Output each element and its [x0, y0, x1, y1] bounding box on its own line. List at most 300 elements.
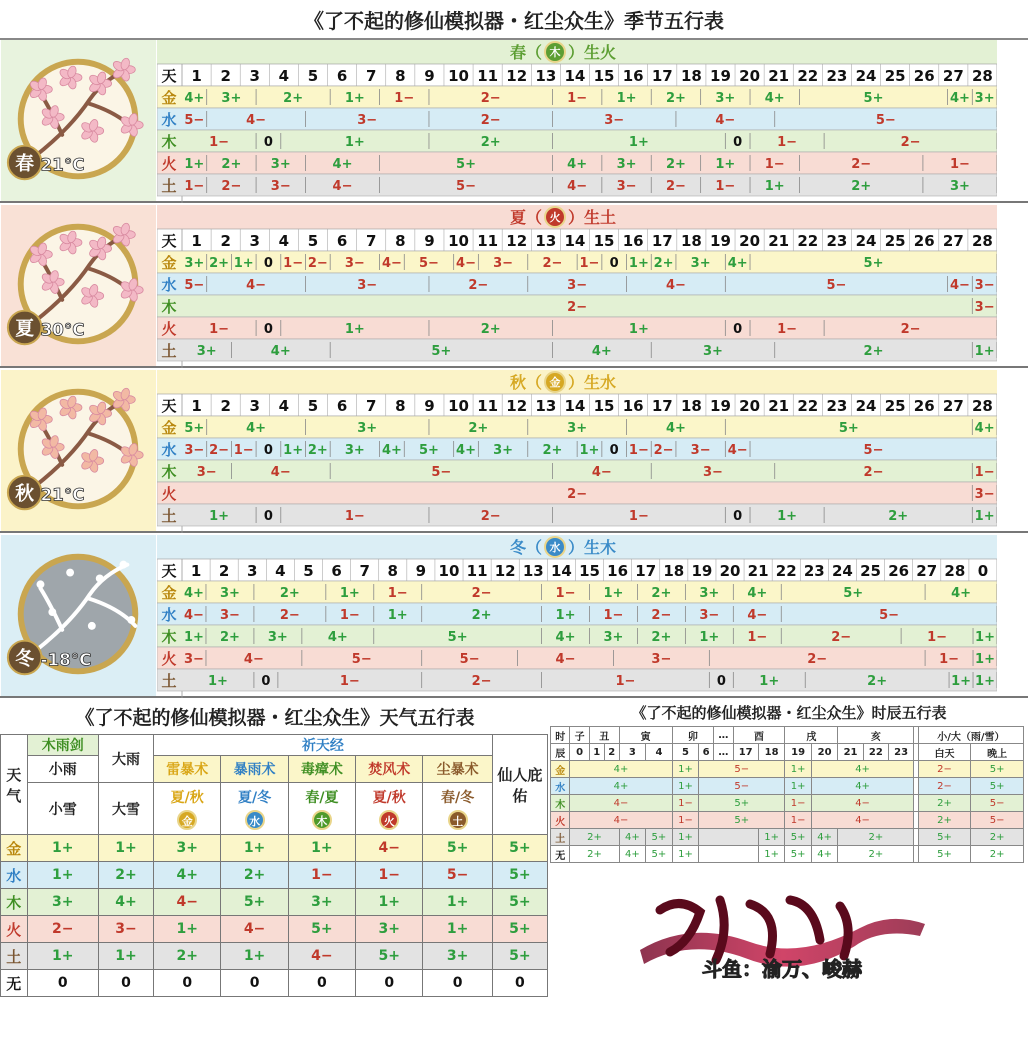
element-value-cell: 1+	[184, 157, 205, 172]
season-header	[510, 207, 616, 227]
element-value-cell: 4−	[243, 652, 264, 667]
hour-header: 20	[811, 744, 838, 761]
weather-value-cell: 1+	[221, 943, 288, 970]
weather-value-cell: 5+	[356, 943, 423, 970]
element-row-label: 金	[161, 419, 177, 437]
element-value-cell: 2−	[651, 608, 672, 623]
element-value-cell: 2+	[307, 443, 328, 458]
element-row-label: 木	[161, 463, 177, 481]
day-header-cell: 20	[739, 397, 761, 415]
element-value-cell: 4+	[591, 344, 612, 359]
element-value-cell: 3−	[184, 652, 204, 667]
spell-season-cell	[154, 783, 221, 835]
day-header-cell: 28	[944, 562, 966, 580]
weather-title: 《了不起的修仙模拟器・红尘众生》天气五行表	[75, 706, 475, 729]
day-header-cell: 3	[249, 232, 260, 250]
element-value-cell: 4+	[567, 157, 588, 172]
element-value-cell: 2−	[480, 113, 501, 128]
element-badge-label: 木	[549, 46, 561, 59]
season-temperature: 30°C	[40, 319, 85, 340]
element-value-cell: 1−	[603, 608, 624, 623]
time-value-cell: 2+	[838, 829, 914, 846]
element-value-cell: 1+	[283, 443, 304, 458]
element-value-cell: 3+	[357, 421, 378, 436]
element-value-cell: 4−	[184, 608, 204, 623]
day-value-cell: 2−	[918, 761, 971, 778]
element-row-label: 土	[161, 507, 177, 525]
season-margin	[997, 535, 1028, 696]
element-row-label: 火	[161, 155, 177, 173]
day-header-label: 天	[161, 562, 177, 580]
element-value-cell: 1−	[777, 135, 798, 150]
sword-header: 木雨剑	[27, 735, 98, 756]
season-margin	[997, 40, 1028, 201]
element-value-cell: 3−	[703, 465, 723, 480]
day-header-cell: 26	[888, 562, 910, 580]
element-row-label: 无	[1, 970, 28, 997]
day-header-label: 天	[161, 397, 177, 415]
element-value-cell: 1−	[949, 157, 970, 172]
element-row-label: 土	[161, 342, 177, 360]
day-header-cell: 5	[307, 232, 319, 250]
element-value-cell: 0	[263, 322, 273, 337]
season-margin	[997, 205, 1028, 366]
day-header-cell: 7	[365, 67, 377, 85]
season-picture	[0, 205, 157, 366]
time-value-cell: 4+	[619, 829, 646, 846]
weather-value-cell: 0	[98, 970, 153, 997]
element-value-cell: 1+	[759, 674, 780, 689]
hour-header: 3	[619, 744, 646, 761]
element-value-cell: 4−	[747, 608, 768, 623]
element-row-label: 火	[161, 485, 177, 503]
element-value-cell: 3−	[567, 278, 588, 293]
element-row-label: 金	[1, 835, 28, 862]
weather-value-cell: 2+	[221, 862, 288, 889]
weather-value-cell: 0	[221, 970, 288, 997]
element-value-cell: 4−	[246, 113, 267, 128]
season-header	[510, 537, 616, 557]
weather-value-cell: 4+	[98, 889, 153, 916]
time-value-cell: 1+	[758, 846, 785, 863]
element-value-cell: 3−	[690, 443, 711, 458]
element-value-cell: 1−	[777, 322, 798, 337]
day-header-cell: 9	[424, 397, 435, 415]
day-header-cell: 25	[860, 562, 881, 580]
element-value-cell: 0	[263, 509, 273, 524]
season-header-suffix: ）生土	[568, 208, 617, 227]
element-value-cell: 2+	[221, 157, 242, 172]
time-value-cell: 4+	[570, 778, 672, 795]
element-value-cell: 1−	[715, 179, 736, 194]
season-header-suffix: ）生火	[568, 43, 617, 62]
element-value-cell: 1−	[579, 256, 600, 271]
element-value-cell: 1−	[339, 608, 360, 623]
element-value-cell: 5+	[431, 344, 452, 359]
element-value-cell: 1−	[344, 509, 365, 524]
weather-value-cell: 1+	[27, 862, 98, 889]
element-value-cell: 2−	[653, 443, 674, 458]
element-value-cell: 3−	[974, 278, 995, 293]
season-header-prefix: 秋（	[509, 373, 542, 392]
element-badge-icon: 木	[312, 810, 332, 830]
element-row-label: 水	[161, 606, 177, 624]
day-header-cell: 26	[913, 67, 935, 85]
element-value-cell: 2+	[651, 630, 672, 645]
element-badge-icon: 火	[379, 810, 399, 830]
day-header-cell: 24	[831, 562, 853, 580]
day-header-cell: 22	[775, 562, 797, 580]
branch-header: 酉	[733, 727, 785, 744]
time-value-cell: 1+	[672, 846, 699, 863]
day-header-cell: 13	[522, 562, 544, 580]
element-value-cell: 0	[263, 135, 273, 150]
element-value-cell: 1+	[715, 157, 736, 172]
element-value-cell: 1−	[974, 465, 995, 480]
element-row-label: 土	[551, 829, 570, 846]
element-value-cell: 2−	[900, 135, 921, 150]
element-value-cell: 1+	[628, 256, 649, 271]
season-header-prefix: 冬（	[509, 538, 542, 557]
element-value-cell: 1+	[339, 586, 360, 601]
time-value-cell: 4−	[570, 812, 672, 829]
element-value-cell: 1+	[555, 608, 576, 623]
time-value-cell: 2+	[838, 846, 914, 863]
element-value-cell: 5+	[863, 91, 884, 106]
branch-header: 戌	[785, 727, 838, 744]
day-header-label: 天	[161, 232, 177, 250]
spell-name: 焚风术	[356, 756, 423, 783]
weather-value-cell: 4+	[154, 862, 221, 889]
element-row-label: 火	[1, 916, 28, 943]
day-header-cell: 12	[506, 232, 528, 250]
element-row-label: 木	[161, 133, 177, 151]
season-autumn-panel	[0, 370, 1028, 533]
element-value-cell: 1−	[927, 630, 948, 645]
heavy-rain-header: 大雨	[98, 735, 153, 783]
time-value-cell: 1−	[785, 812, 812, 829]
time-value-cell: 1+	[785, 778, 812, 795]
weather-value-cell: 3+	[288, 889, 355, 916]
element-value-cell: 1+	[344, 135, 365, 150]
day-header-cell: 21	[768, 67, 790, 85]
weather-value-cell: 0	[423, 970, 492, 997]
day-header-cell: 26	[913, 397, 935, 415]
spell-seasons: 夏/秋	[170, 790, 204, 806]
element-value-cell: 5−	[184, 278, 205, 293]
element-value-cell: 4+	[974, 421, 995, 436]
day-header-cell: 6	[336, 232, 348, 250]
season-header-suffix: ）生水	[568, 373, 617, 392]
season-header	[510, 372, 616, 392]
element-row-label: 金	[161, 584, 177, 602]
element-value-cell: 4−	[949, 278, 970, 293]
element-row-label: 水	[551, 778, 570, 795]
element-badge-icon: 土	[448, 810, 468, 830]
time-value-cell	[699, 846, 759, 863]
branch-header: 子	[570, 727, 589, 744]
day-value-cell: 2+	[918, 795, 971, 812]
hour-header: 17	[733, 744, 758, 761]
day-header-cell: 4	[278, 397, 290, 415]
element-value-cell: 2−	[480, 509, 501, 524]
element-value-cell: 2−	[209, 443, 230, 458]
element-value-cell: 2+	[209, 256, 230, 271]
element-value-cell: 5+	[184, 421, 205, 436]
day-header-cell: 17	[651, 397, 673, 415]
weather-value-cell: 3+	[423, 943, 492, 970]
element-value-cell: 5−	[456, 179, 476, 194]
day-value-cell: 2+	[918, 812, 971, 829]
element-value-cell: 3−	[651, 652, 672, 667]
element-value-cell: 4+	[184, 91, 205, 106]
day-header-cell: 18	[663, 562, 685, 580]
spell-name: 雷暴术	[154, 756, 221, 783]
day-header-cell: 7	[365, 232, 377, 250]
element-value-cell: 2−	[471, 674, 492, 689]
season-temperature: 21°C	[40, 484, 85, 505]
day-header-cell: 20	[719, 562, 741, 580]
element-value-cell: 4−	[555, 652, 576, 667]
season-picture	[0, 370, 157, 531]
element-value-cell: 5+	[863, 256, 884, 271]
weather-value-cell: 1+	[423, 889, 492, 916]
element-value-cell: 2+	[851, 179, 872, 194]
element-value-cell: 1+	[974, 509, 995, 524]
element-value-cell: 0	[716, 674, 726, 689]
day-header-cell: 23	[826, 232, 848, 250]
element-value-cell: 4−	[456, 256, 476, 271]
element-value-cell: 2+	[480, 135, 501, 150]
day-header-cell: 22	[797, 232, 819, 250]
element-value-cell: 4+	[246, 421, 267, 436]
season-header-prefix: 夏（	[509, 208, 542, 227]
element-value-cell: 5−	[431, 465, 452, 480]
spell-seasons: 春/夏	[305, 790, 339, 806]
scripture-header: 祈天经	[154, 735, 493, 756]
element-value-cell: 0	[609, 443, 619, 458]
element-row-label: 火	[161, 650, 177, 668]
day-header-cell: 15	[593, 232, 615, 250]
element-row-label: 土	[161, 177, 177, 195]
hour-header: 19	[785, 744, 812, 761]
element-value-cell: 0	[733, 322, 743, 337]
branch-header: 亥	[838, 727, 914, 744]
day-header-cell: 16	[607, 562, 629, 580]
element-value-cell: 3+	[221, 91, 242, 106]
element-value-cell: 0	[263, 256, 273, 271]
element-value-cell: 4−	[665, 278, 686, 293]
hour-header: 23	[888, 744, 913, 761]
hour-header: 0	[570, 744, 589, 761]
day-header-cell: 11	[477, 67, 499, 85]
spell-season-cell	[288, 783, 355, 835]
day-header-cell: 4	[275, 562, 286, 580]
element-badge-label: 火	[549, 211, 561, 224]
element-value-cell: 2−	[468, 278, 489, 293]
hour-header: 1	[589, 744, 604, 761]
element-value-cell: 5+	[418, 443, 439, 458]
element-value-cell: 4+	[555, 630, 576, 645]
element-value-cell: 2+	[653, 256, 674, 271]
hour-header: 6	[699, 744, 714, 761]
day-header-cell: 1	[191, 232, 202, 250]
season-temperature: 21°C	[40, 154, 85, 175]
day-header-cell: 21	[768, 397, 790, 415]
element-value-cell: 2+	[867, 674, 888, 689]
element-value-cell: 1+	[209, 509, 230, 524]
time-value-cell: 1+	[758, 829, 785, 846]
element-badge-icon: 金	[177, 810, 197, 830]
element-value-cell: 4−	[246, 278, 267, 293]
season-spring-panel	[0, 40, 1028, 203]
night-value-cell: 5+	[971, 778, 1024, 795]
time-value-cell: 4+	[811, 829, 838, 846]
element-value-cell: 5−	[863, 443, 884, 458]
element-value-cell: 1+	[975, 674, 995, 689]
element-value-cell: 2+	[283, 91, 304, 106]
day-header-cell: 19	[710, 67, 731, 85]
logo-subtitle: 斗鱼：渝万、峻赫	[702, 957, 862, 981]
day-header: 白天	[918, 744, 971, 761]
element-value-cell: 4+	[184, 586, 204, 601]
weather-value-cell: 4−	[154, 889, 221, 916]
day-header-cell: 13	[535, 67, 557, 85]
blessing-header: 仙人庇佑	[492, 735, 547, 835]
element-value-cell: 1+	[628, 322, 649, 337]
element-value-cell: 2+	[471, 608, 492, 623]
element-row-label: 水	[161, 276, 177, 294]
day-header-cell: 8	[395, 397, 406, 415]
day-header-cell: 0	[977, 562, 989, 580]
day-header-cell: 2	[218, 562, 230, 580]
element-value-cell: 1+	[603, 586, 624, 601]
weather-value-cell: 0	[27, 970, 98, 997]
day-header-cell: 10	[448, 67, 469, 85]
element-value-cell: 4−	[727, 443, 748, 458]
weather-value-cell: 5+	[492, 889, 547, 916]
time-value-cell: 4−	[811, 812, 913, 829]
time-value-cell: 4−	[570, 795, 672, 812]
element-value-cell: 0	[263, 443, 273, 458]
season-name: 冬	[15, 647, 35, 670]
element-value-cell: 3−	[270, 179, 291, 194]
element-value-cell: 3−	[184, 443, 205, 458]
day-header-cell: 8	[395, 67, 406, 85]
element-row-label: 木	[161, 298, 177, 316]
element-value-cell: 5+	[838, 421, 859, 436]
time-value-cell: 1−	[785, 795, 812, 812]
element-value-cell: 2−	[567, 300, 588, 315]
season-grid	[157, 40, 997, 203]
element-value-cell: 0	[733, 509, 743, 524]
day-header-cell: 24	[855, 67, 877, 85]
weather-value-cell: 5+	[492, 943, 547, 970]
element-value-cell: 1+	[344, 91, 365, 106]
season-name: 秋	[15, 482, 35, 505]
weather-value-cell: 1+	[423, 916, 492, 943]
day-value-cell: 2−	[918, 778, 971, 795]
element-value-cell: 3−	[974, 300, 995, 315]
day-header-cell: 5	[307, 67, 319, 85]
weather-value-cell: 2+	[98, 862, 153, 889]
day-header-cell: 9	[415, 562, 427, 580]
element-value-cell: 5+	[447, 630, 468, 645]
day-header-cell: 27	[942, 67, 964, 85]
element-value-cell: 3−	[344, 256, 365, 271]
element-value-cell: 2−	[863, 465, 884, 480]
element-value-cell: 1+	[616, 91, 637, 106]
day-header-cell: 20	[739, 67, 761, 85]
element-value-cell: 2+	[279, 586, 300, 601]
weather-value-cell: 1−	[356, 862, 423, 889]
time-table	[550, 726, 1024, 863]
hour-header: 18	[758, 744, 785, 761]
element-value-cell: 3+	[616, 157, 637, 172]
weather-value-cell: 1−	[288, 862, 355, 889]
element-value-cell: 5−	[826, 278, 847, 293]
light-rain-header: 小雨	[27, 756, 98, 783]
element-value-cell: 2−	[471, 586, 492, 601]
weather-value-cell: 3+	[356, 916, 423, 943]
element-row-label: 水	[161, 441, 177, 459]
spell-name: 毒瘴术	[288, 756, 355, 783]
season-summer-panel	[0, 205, 1028, 368]
element-value-cell: 1−	[233, 443, 254, 458]
element-value-cell: 4−	[567, 179, 588, 194]
weather-table	[0, 734, 548, 997]
spell-season-cell	[423, 783, 492, 835]
day-header-cell: 7	[359, 562, 370, 580]
element-row-label: 土	[1, 943, 28, 970]
element-value-cell: 3−	[604, 113, 625, 128]
day-header-cell: 1	[191, 67, 202, 85]
element-value-cell: 4+	[456, 443, 476, 458]
element-value-cell: 2+	[665, 157, 686, 172]
time-value-cell: 5+	[699, 812, 785, 829]
night-value-cell: 5+	[971, 761, 1024, 778]
element-value-cell: 5+	[843, 586, 864, 601]
element-value-cell: 3−	[357, 113, 378, 128]
element-value-cell: 3+	[603, 630, 624, 645]
day-header-cell: 9	[424, 232, 435, 250]
element-value-cell: 3−	[196, 465, 217, 480]
day-header-cell: 1	[190, 562, 202, 580]
hour-header: 22	[863, 744, 888, 761]
element-row-label: 金	[161, 89, 177, 107]
element-value-cell: 3+	[715, 91, 736, 106]
time-value-cell: 5+	[785, 829, 812, 846]
day-header-cell: 27	[916, 562, 938, 580]
element-value-cell: 1−	[555, 586, 576, 601]
element-value-cell: 5−	[879, 608, 900, 623]
season-margin	[997, 370, 1028, 531]
element-value-cell: 3−	[974, 487, 995, 502]
season-winter-panel	[0, 535, 1028, 698]
element-value-cell: 4+	[332, 157, 353, 172]
day-header-cell: 23	[803, 562, 825, 580]
night-header: 晚上	[971, 744, 1024, 761]
element-row-label: 火	[161, 320, 177, 338]
element-row-label: 金	[551, 761, 570, 778]
element-badge-label: 水	[549, 541, 561, 554]
element-value-cell: 1−	[387, 586, 408, 601]
hour-header: 4	[646, 744, 673, 761]
day-header-cell: 26	[913, 232, 935, 250]
element-value-cell: 3+	[344, 443, 365, 458]
element-row-label: 金	[161, 254, 177, 272]
element-value-cell: 5−	[459, 652, 480, 667]
